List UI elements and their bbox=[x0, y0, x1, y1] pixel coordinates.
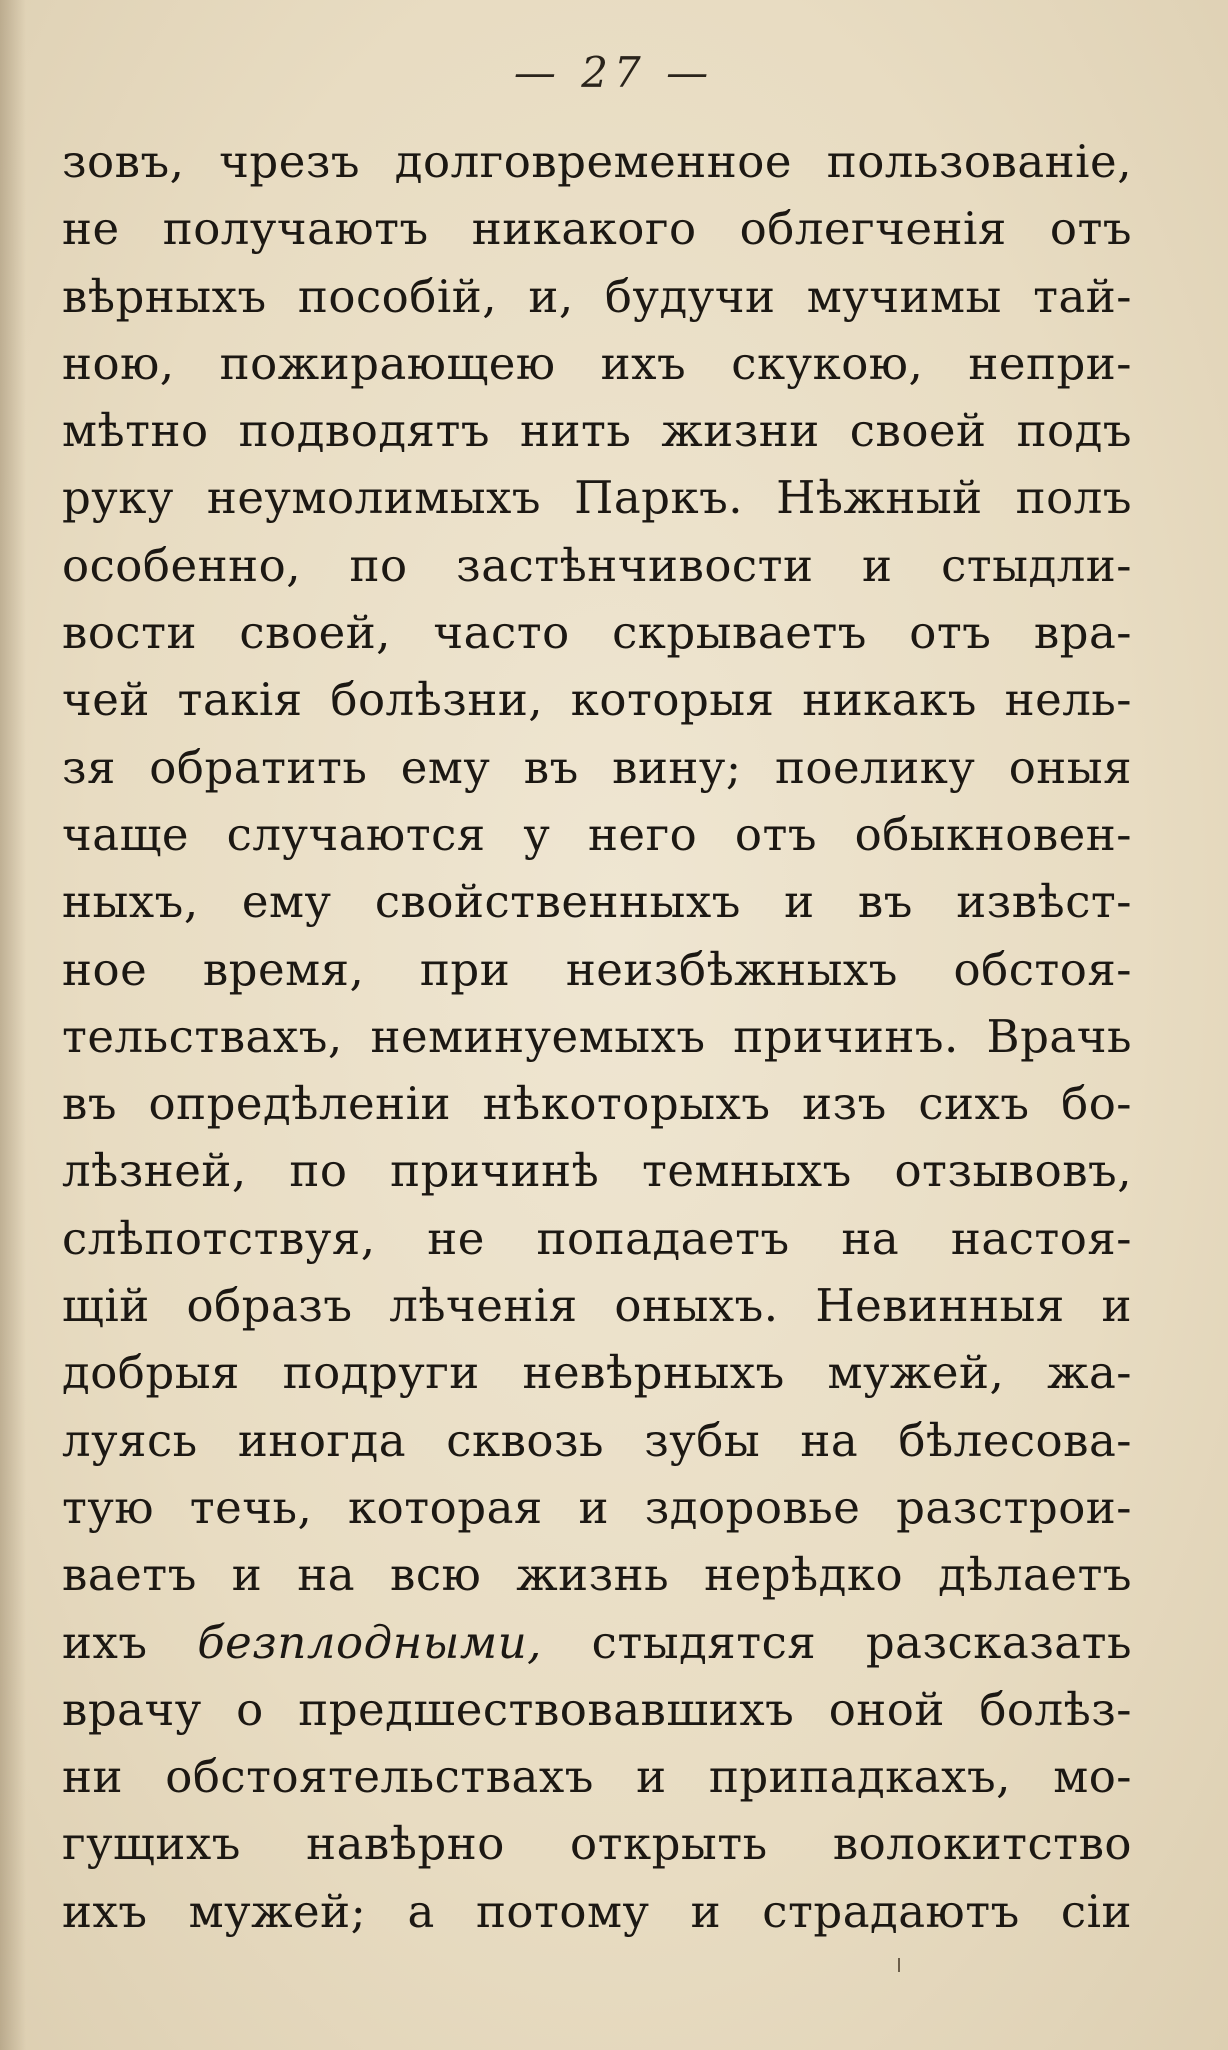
page-number: — 27 — bbox=[513, 48, 715, 97]
text-line: руку неумолимыхъ Паркъ. Нѣжный полъ bbox=[62, 471, 1132, 525]
text-line: ною, пожирающею ихъ скукою, непри- bbox=[62, 336, 1132, 390]
text-line: въ опредѣленіи нѣкоторыхъ изъ сихъ бо- bbox=[62, 1077, 1132, 1131]
page-gutter-shadow bbox=[0, 0, 26, 2050]
text-line: чей такія болѣзни, которыя никакъ нель- bbox=[62, 673, 1132, 727]
text-line: вости своей, часто скрываетъ отъ вра- bbox=[62, 606, 1132, 660]
text-line: не получаютъ никакого облегченія отъ bbox=[62, 202, 1132, 256]
text-line: слѣпотствуя, не попадаетъ на настоя- bbox=[62, 1211, 1132, 1265]
text-line-with-italic bbox=[62, 1609, 1132, 1676]
text-line: ваетъ и на всю жизнь нерѣдко дѣлаетъ bbox=[62, 1548, 1132, 1602]
text-line: ни обстоятельствахъ и припадкахъ, мо- bbox=[62, 1750, 1132, 1804]
text-line: лѣзней, по причинѣ темныхъ отзывовъ, bbox=[62, 1144, 1132, 1198]
italic-word: безплодными, bbox=[197, 1615, 542, 1669]
text-line: тельствахъ, неминуемыхъ причинъ. Врачь bbox=[62, 1009, 1132, 1063]
ink-speck bbox=[898, 1958, 900, 1972]
text-line: чаще случаются у него отъ обыкновен- bbox=[62, 807, 1132, 861]
text-line: ныхъ, ему свойственныхъ и въ извѣст- bbox=[62, 875, 1132, 929]
text-line: гущихъ навѣрно открыть волокитство bbox=[62, 1817, 1132, 1871]
text-line: добрыя подруги невѣрныхъ мужей, жа- bbox=[62, 1346, 1132, 1400]
text-line: врачу о предшествовавшихъ оной болѣз- bbox=[62, 1682, 1132, 1736]
text-line: щій образъ лѣченія оныхъ. Невинныя и bbox=[62, 1279, 1132, 1333]
text-line: луясь иногда сквозь зубы на бѣлесова- bbox=[62, 1413, 1132, 1467]
text-line: ное время, при неизбѣжныхъ обстоя- bbox=[62, 942, 1132, 996]
text-line: мѣтно подводятъ нить жизни своей подъ bbox=[62, 404, 1132, 458]
text-line: тую течь, которая и здоровье разстрои- bbox=[62, 1480, 1132, 1534]
text-line: зовъ, чрезъ долговременное пользованіе, bbox=[62, 135, 1132, 188]
text-line: ихъ мужей; а потому и страдаютъ сіи bbox=[62, 1884, 1132, 1938]
text-line: особенно, по застѣнчивости и стыдли- bbox=[62, 538, 1132, 592]
body-text bbox=[62, 128, 1132, 1945]
text-line: вѣрныхъ пособій, и, будучи мучимы тай- bbox=[62, 269, 1132, 323]
text-line: зя обратить ему въ вину; поелику оныя bbox=[62, 740, 1132, 794]
line-start: ихъ bbox=[62, 1615, 198, 1669]
line-end: стыдятся разсказать bbox=[541, 1615, 1132, 1669]
